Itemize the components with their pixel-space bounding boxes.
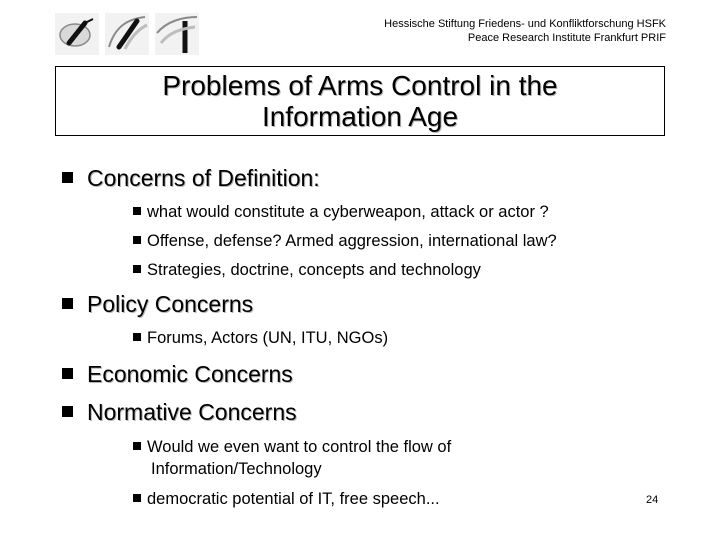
hsfk-logo-icon [55,13,200,55]
slide-title [162,70,557,132]
list-item: what would constitute a cyberweapon, attack or actor ? [133,201,549,223]
org-name-german: Hessische Stiftung Friedens- und Konfliktforschung HSFK [384,18,666,30]
section-heading-economic: Economic Concerns [62,361,293,387]
logo-tile-2 [105,13,149,55]
list-item: Forums, Actors (UN, ITU, NGOs) [133,327,388,349]
square-bullet-icon [62,406,73,417]
org-name-english: Peace Research Institute Frankfurt PRIF [467,32,666,44]
square-bullet-icon [62,368,73,379]
square-bullet-icon [133,333,141,341]
slide-title-line2: Information Age [261,101,459,132]
section-heading-definition: Concerns of Definition: [62,165,320,191]
logo-tile-1 [55,13,99,55]
square-bullet-icon [133,265,141,273]
square-bullet-icon [133,207,141,215]
square-bullet-icon [133,236,141,244]
square-bullet-icon [62,298,73,309]
section-heading-normative: Normative Concerns [62,399,297,425]
list-item: democratic potential of IT, free speech... [133,488,440,510]
list-item: Strategies, doctrine, concepts and technology [133,259,481,281]
logo-tile-3 [155,13,199,55]
slide-title-box [55,66,665,136]
square-bullet-icon [133,494,141,502]
list-item: Would we even want to control the flow of Information/Technology [133,436,621,480]
organization-header [384,17,666,45]
page-number: 24 [646,494,659,506]
square-bullet-icon [133,442,141,450]
square-bullet-icon [62,172,73,183]
list-item: Offense, defense? Armed aggression, international law? [133,230,557,252]
slide-title-line1: Problems of Arms Control in the [162,70,558,101]
section-heading-policy: Policy Concerns [62,291,253,317]
